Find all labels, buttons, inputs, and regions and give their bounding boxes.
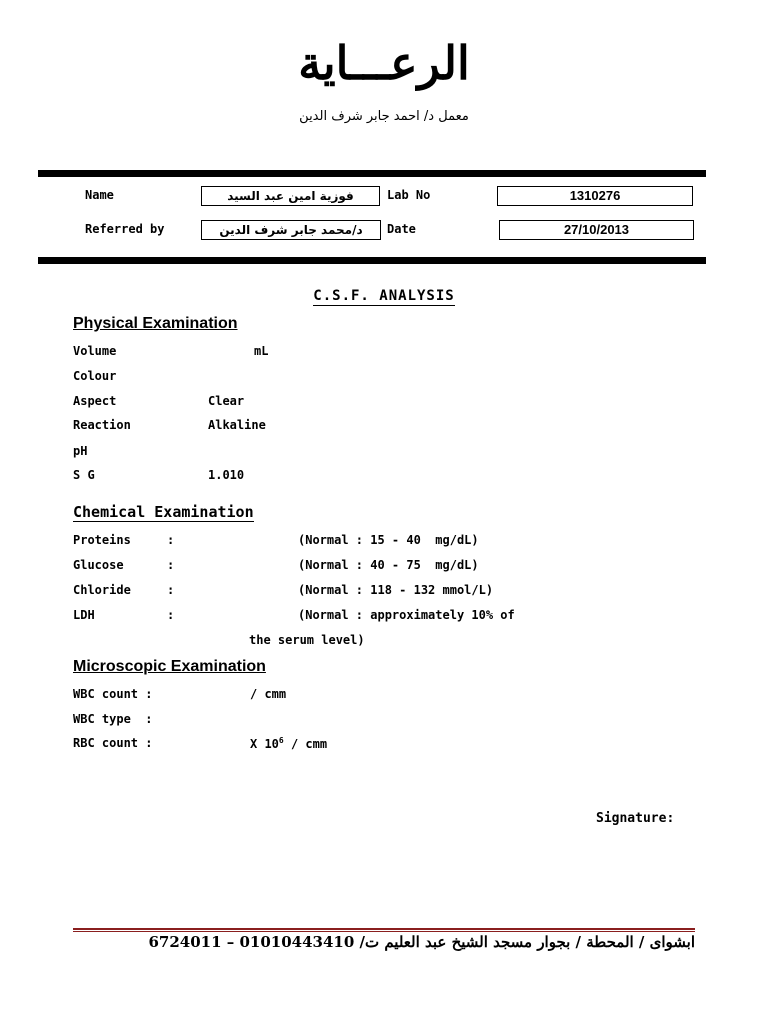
physical-row-label: Volume <box>73 344 117 358</box>
physical-row-label: Reaction <box>73 418 131 432</box>
chemical-row-normal: (Normal : 118 - 132 mmol/L) <box>298 583 494 597</box>
physical-heading: Physical Examination <box>73 315 238 332</box>
referred-field: د/محمد جابر شرف الدين <box>201 220 381 240</box>
physical-row-label: S G <box>73 468 95 482</box>
physical-row-label: Colour <box>73 369 117 383</box>
referred-label: Referred by <box>85 222 165 236</box>
chemical-row-normal: (Normal : approximately 10% of <box>298 608 515 622</box>
chemical-row-normal: (Normal : 15 - 40 mg/dL) <box>298 533 479 547</box>
footer-address: ابشواى / المحطة / بجوار مسجد الشيخ عبد العليم ت/ 01010443410 – 6724011 <box>148 933 695 951</box>
microscopic-heading: Microscopic Examination <box>73 658 266 675</box>
name-label: Name <box>85 188 114 202</box>
physical-row-label: pH <box>73 444 88 458</box>
rbc-exponent: 6 <box>278 736 284 745</box>
footer-rule-bottom <box>73 931 695 932</box>
chemical-row-sep: : <box>167 533 175 547</box>
chemical-row-sep: : <box>167 558 175 572</box>
lab-name: الرعـــاية <box>298 36 470 90</box>
physical-row-value: Alkaline <box>208 418 266 432</box>
report-title: C.S.F. ANALYSIS <box>313 288 455 304</box>
date-label: Date <box>387 222 416 236</box>
chemical-row-label: Proteins <box>73 533 131 547</box>
lab-no-label: Lab No <box>387 188 431 202</box>
physical-row-value: mL <box>254 344 269 358</box>
rbc-count-value: X $10^6$ / cmm <box>250 736 328 751</box>
microscopic-row-label: WBC count : <box>73 687 153 701</box>
chemical-heading: Chemical Examination <box>73 503 254 521</box>
name-field: فوزية امين عبد السيد <box>201 186 380 206</box>
footer-rule-top <box>73 928 695 930</box>
physical-row-value: 1.010 <box>208 468 245 482</box>
microscopic-row-label: RBC count : <box>73 736 153 750</box>
physical-row-value: Clear <box>208 394 245 408</box>
chemical-row-sep: : <box>167 583 175 597</box>
signature-label: Signature: <box>596 811 675 826</box>
chemical-row-normal: (Normal : 40 - 75 mg/dL) <box>298 558 479 572</box>
ldh-normal-continuation: the serum level) <box>249 633 365 647</box>
chemical-row-label: LDH <box>73 608 95 622</box>
lab-no-field: 1310276 <box>497 186 693 206</box>
top-divider <box>38 170 706 177</box>
chemical-row-label: Glucose <box>73 558 124 572</box>
microscopic-row-label: WBC type : <box>73 712 153 726</box>
microscopic-row-value: / cmm <box>250 687 287 701</box>
chemical-row-sep: : <box>167 608 175 622</box>
physical-row-label: Aspect <box>73 394 117 408</box>
bottom-divider <box>38 257 706 264</box>
date-field: 27/10/2013 <box>499 220 694 240</box>
lab-owner: معمل د/ احمد جابر شرف الدين <box>299 109 469 124</box>
chemical-row-label: Chloride <box>73 583 131 597</box>
